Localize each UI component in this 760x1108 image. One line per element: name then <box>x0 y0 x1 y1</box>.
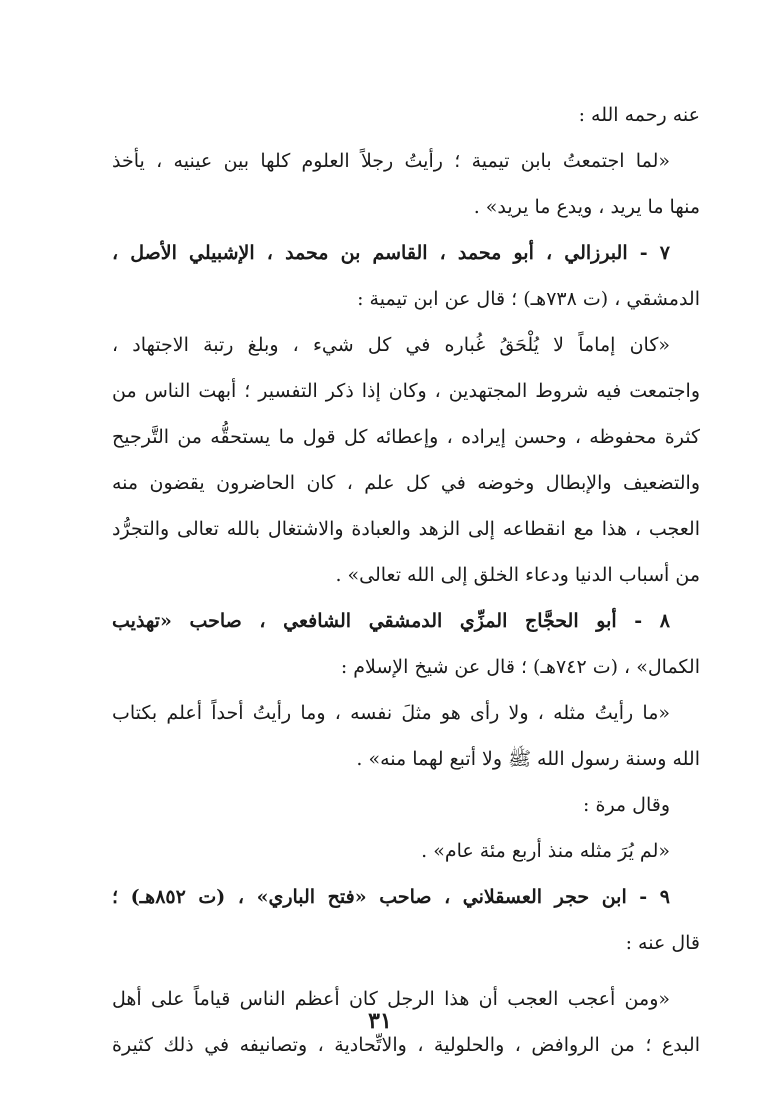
biography-heading-line: ٧ - البرزالي ، أبو محمد ، القاسم بن محمد ، الإشبيلي الأصل ، <box>112 242 670 264</box>
quote-line: والتضعيف والإبطال وخوضه في كل علم ، كان الحاضرون يقضون منه <box>112 472 700 494</box>
text-line: عنه رحمه الله : <box>578 104 700 126</box>
page-body-text <box>112 92 700 1068</box>
paragraph-gap <box>112 966 700 976</box>
quote-line: «لم يُرَ مثله منذ أربع مئة عام» . <box>421 840 670 862</box>
page-number: ٣١ <box>368 1008 392 1034</box>
text-line: الكمال» ، (ت ٧٤٢هـ) ؛ قال عن شيخ الإسلام : <box>340 656 700 678</box>
quote-line: كثرة محفوظه ، وحسن إيراده ، وإعطائه كل قول ما يستحقُّه من التَّرجيح <box>112 426 700 448</box>
quote-line: «لما اجتمعتُ بابن تيمية ؛ رأيتُ رجلاً العلوم كلها بين عينيه ، يأخذ <box>112 150 670 172</box>
quote-line: واجتمعت فيه شروط المجتهدين ، وكان إذا ذكر التفسير ؛ أبهت الناس من <box>112 380 700 402</box>
quote-line: «كان إماماً لا يُلْحَقُ غُباره في كل شيء ، وبلغ رتبة الاجتهاد ، <box>112 334 670 356</box>
quote-line: العجب ، هذا مع انقطاعه إلى الزهد والعبادة والاشتغال بالله تعالى والتجرُّد <box>112 518 700 540</box>
biography-heading-line: ٩ - ابن حجر العسقلاني ، صاحب «فتح الباري» ، (ت ٨٥٢هـ) ؛ <box>112 886 670 908</box>
quote-line: «ومن أعجب العجب أن هذا الرجل كان أعظم الناس قياماً على أهل <box>112 988 670 1010</box>
text-line: قال عنه : <box>625 932 700 954</box>
text-line: وقال مرة : <box>583 794 670 816</box>
quote-line: منها ما يريد ، ويدع ما يريد» . <box>473 196 700 218</box>
quote-line: البدع ؛ من الروافض ، والحلولية ، والاتِّحادية ، وتصانيفه في ذلك كثيرة <box>112 1034 700 1056</box>
text-line: الدمشقي ، (ت ٧٣٨هـ) ؛ قال عن ابن تيمية : <box>357 288 700 310</box>
biography-heading-line: ٨ - أبو الحجَّاج المزِّي الدمشقي الشافعي ، صاحب «تهذيب <box>112 610 670 632</box>
quote-line: «ما رأيتُ مثله ، ولا رأى هو مثلَ نفسه ، وما رأيتُ أحداً أعلم بكتاب <box>112 702 670 724</box>
quote-line: الله وسنة رسول الله ﷺ ولا أتبع لهما منه» . <box>356 748 700 770</box>
quote-line: من أسباب الدنيا ودعاء الخلق إلى الله تعالى» . <box>335 564 700 586</box>
